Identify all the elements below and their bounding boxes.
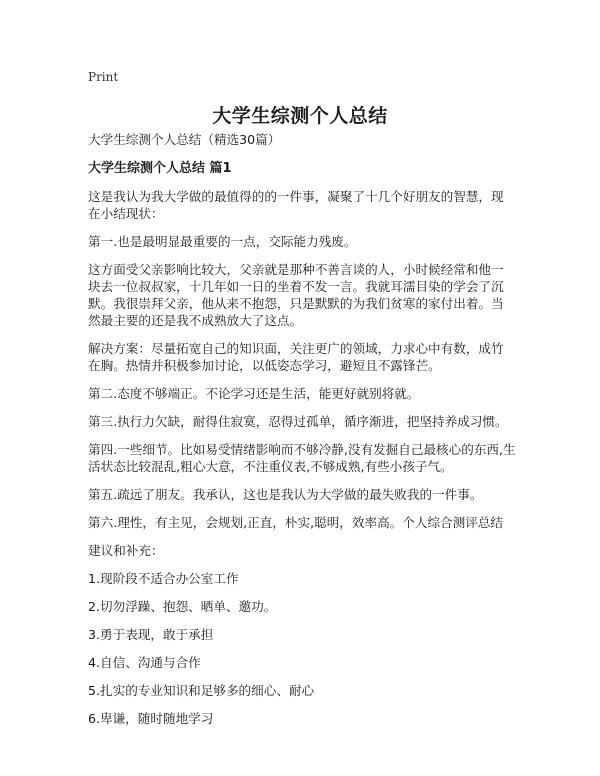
list-item: 6.卑谦，随时随地学习 — [88, 711, 214, 726]
paragraph-point-5: 第五.疏远了朋友。我承认，这也是我认为大学做的最失败我的一件事。 — [88, 487, 483, 502]
page-title: 大学生综测个人总结 — [212, 105, 388, 127]
list-item: 2.切勿浮躁、抱怨、晒单、邀功。 — [88, 599, 277, 614]
section-heading: 大学生综测个人总结 篇1 — [88, 161, 232, 176]
paragraph-intro: 这是我认为我大学做的最值得的的一件事，凝聚了十几个好朋友的智慧，现在小结现状： — [88, 189, 504, 221]
paragraph-point-4: 第四.一些细节。比如易受情绪影响而不够冷静,没有发掘自己最核心的东西,生活状态比较混乱,粗心大意，不注重仪表,不够成熟,有些小孩子气。 — [88, 442, 516, 474]
paragraph-point-2: 第二.态度不够端正。不论学习还是生活，能更好就别将就。 — [88, 386, 420, 401]
list-item: 5.扎实的专业知识和足够多的细心、耐心 — [88, 683, 315, 698]
paragraph-point-6: 第六.理性，有主见，会规划,正直，朴实,聪明，效率高。个人综合测评总结 — [88, 515, 504, 530]
paragraph-point-3: 第三.执行力欠缺，耐得住寂寞，忍得过孤单，循序渐进，把坚持养成习惯。 — [88, 414, 508, 429]
paragraph-father-influence: 这方面受父亲影响比较大，父亲就是那种不善言谈的人，小时候经常和他一块去一位叔叔家，十几年如一日的坐着不发一言。我就耳濡目染的学会了沉默。我很崇拜父亲，他从来不抱怨，只是默默的为我们贫寒的家付出着。当然最主要的还是我不成熟放大了这点。 — [88, 262, 504, 328]
print-link[interactable]: Print — [88, 70, 119, 84]
list-item: 1.现阶段不适合办公室工作 — [88, 571, 239, 586]
paragraph-point-1: 第一.也是最明显最重要的一点，交际能力残废。 — [88, 234, 357, 249]
paragraph-solution: 解决方案：尽量拓宽自己的知识面，关注更广的领域，力求心中有数，成竹在胸。热情并积极参加讨论，以低姿态学习，避短且不露锋芒。 — [88, 341, 504, 373]
list-item: 4.自信、沟通与合作 — [88, 655, 201, 670]
list-item: 3.勇于表现，敢于承担 — [88, 627, 214, 642]
paragraph-suggestions-heading: 建议和补充： — [88, 543, 164, 558]
document-body — [88, 131, 516, 738]
document-subtitle: 大学生综测个人总结（精选30篇） — [88, 132, 281, 147]
